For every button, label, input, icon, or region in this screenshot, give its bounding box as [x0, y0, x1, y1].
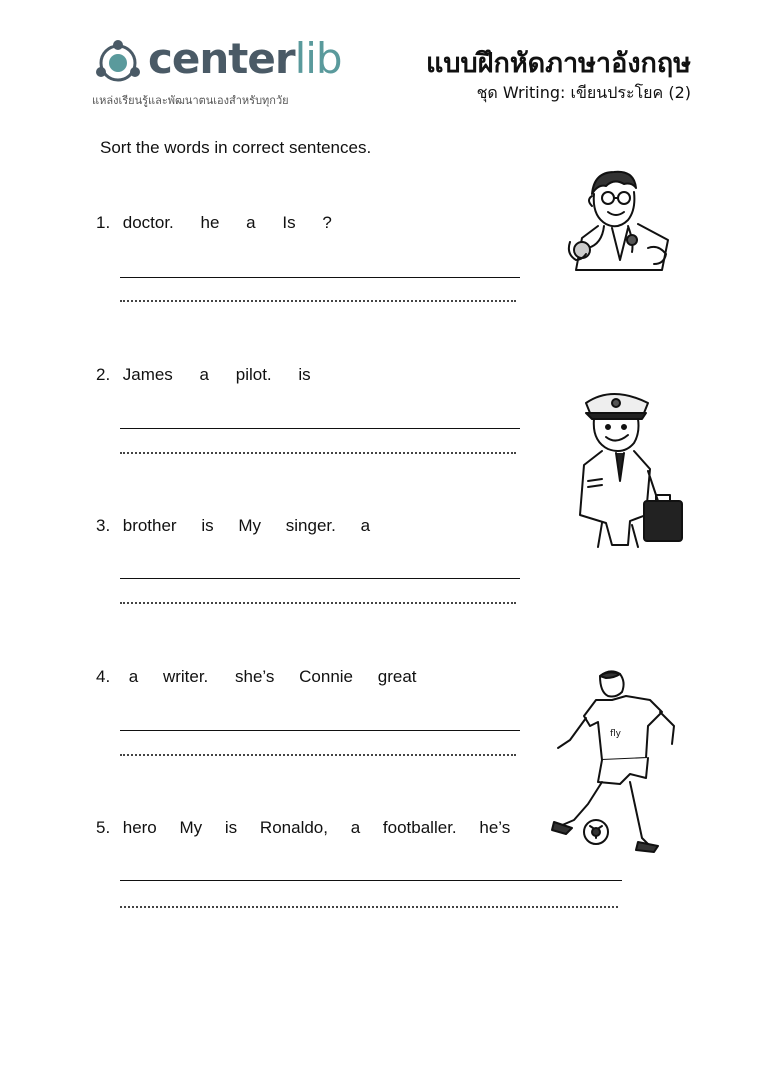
- word: is: [298, 365, 311, 384]
- word: Ronaldo,: [259, 818, 328, 837]
- word: Is: [282, 213, 296, 232]
- answer-dotted-line-2[interactable]: [120, 452, 516, 454]
- word: writer.: [162, 667, 209, 686]
- question-4: [96, 667, 433, 687]
- answer-line-5[interactable]: [120, 880, 622, 881]
- pilot-illustration: [572, 385, 688, 550]
- word: is: [224, 818, 238, 837]
- word: a: [199, 365, 210, 384]
- logo-wordmark: centerlib: [148, 34, 342, 83]
- word: a: [246, 213, 256, 232]
- word: My: [179, 818, 203, 837]
- word: Connie: [299, 667, 354, 686]
- word: James: [122, 365, 173, 384]
- word: singer.: [285, 516, 336, 535]
- instruction-text: Sort the words in correct sentences.: [100, 138, 372, 157]
- answer-dotted-line-4[interactable]: [120, 754, 516, 756]
- answer-dotted-line-3[interactable]: [120, 602, 516, 604]
- question-number: 5.: [96, 818, 111, 837]
- centerlib-logo: [92, 34, 342, 114]
- word: she’s: [235, 667, 275, 686]
- word: footballer.: [382, 818, 457, 837]
- question-5: [96, 818, 526, 838]
- answer-line-3[interactable]: [120, 578, 520, 579]
- word: he’s: [479, 818, 511, 837]
- word: doctor.: [122, 213, 174, 232]
- answer-line-4[interactable]: [120, 730, 520, 731]
- word: My: [238, 516, 262, 535]
- word: he: [200, 213, 220, 232]
- word: hero: [122, 818, 157, 837]
- word: a: [128, 667, 139, 686]
- question-1: [96, 213, 348, 233]
- answer-line-1[interactable]: [120, 277, 520, 278]
- logo-tagline: แหล่งเรียนรู้และพัฒนาตนเองสำหรับทุกวัย: [92, 94, 289, 107]
- word: a: [360, 516, 371, 535]
- word: ?: [322, 213, 332, 232]
- word: is: [201, 516, 214, 535]
- question-3: [96, 516, 386, 536]
- question-number: 4.: [96, 667, 111, 686]
- word: pilot.: [235, 365, 272, 384]
- worksheet-title: แบบฝึกหัดภาษาอังกฤษ: [426, 48, 691, 79]
- logo-molecule-icon: [92, 36, 144, 88]
- svg-text:fly: fly: [610, 729, 621, 739]
- answer-line-2[interactable]: [120, 428, 520, 429]
- question-number: 2.: [96, 365, 111, 384]
- answer-dotted-line-5[interactable]: [120, 906, 618, 908]
- question-2: [96, 365, 327, 385]
- worksheet-title-block: [426, 48, 691, 104]
- worksheet-subtitle: ชุด Writing: เขียนประโยค (2): [476, 83, 691, 102]
- question-number: 3.: [96, 516, 111, 535]
- word: a: [350, 818, 361, 837]
- doctor-illustration: [562, 164, 682, 274]
- word: brother: [122, 516, 177, 535]
- question-number: 1.: [96, 213, 111, 232]
- footballer-illustration: [550, 666, 686, 854]
- word: great: [377, 667, 417, 686]
- answer-dotted-line-1[interactable]: [120, 300, 516, 302]
